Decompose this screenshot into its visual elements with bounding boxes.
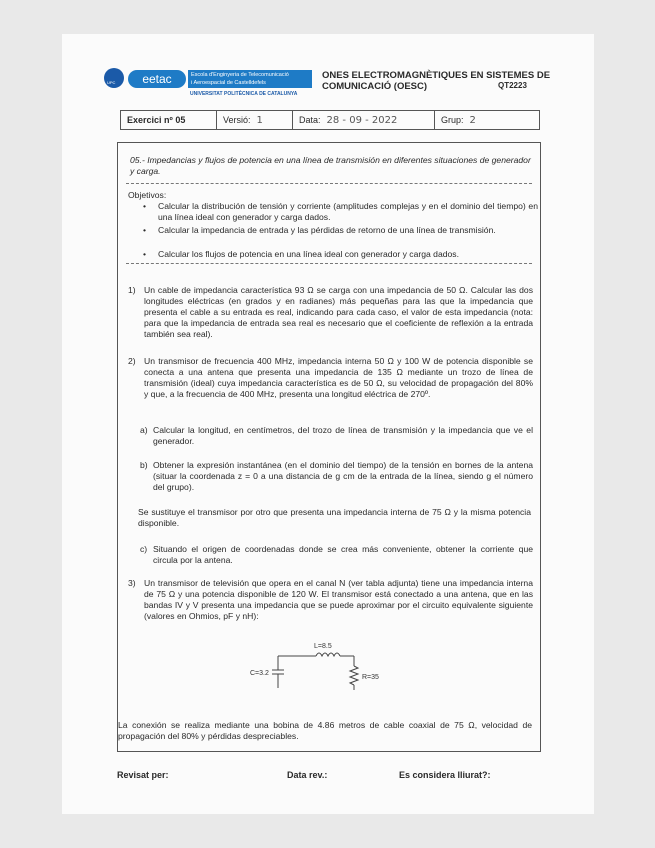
school-name-banner: Escola d'Enginyeria de Telecomunicació i Aeroespacial de Castelldefels bbox=[188, 70, 312, 88]
version-cell: Versió: 1 bbox=[217, 111, 293, 129]
question-2a: a) Calcular la longitud, en centímetros, del trozo de línea de transmisión y la impedancia que ve el generador. bbox=[140, 425, 533, 446]
equivalent-circuit bbox=[250, 634, 390, 702]
inductor-symbol bbox=[316, 653, 340, 656]
question-2: 2) Un transmisor de frecuencia 400 MHz, impedancia interna 50 Ω y 100 W de potencia disponible se conecta a una antena que presenta una impedancia de 135 Ω mediante un trozo de línea de transmisión (ideal) cuya impedancia característica es de 50 Ω, su velocidad de propagación del 80% y que, a la frecuencia de 400 MHz, presenta una longitud eléctrica de 270º. bbox=[128, 356, 533, 399]
divider bbox=[126, 183, 532, 184]
capacitor-label: C=3.2 bbox=[250, 670, 269, 677]
exercise-title: 05.- Impedancias y flujos de potencia en una línea de transmisión en diferentes situaciones de generador y carga. bbox=[130, 155, 531, 176]
term-code: QT2223 bbox=[498, 81, 527, 90]
question-3: 3) Un transmisor de televisión que opera en el canal N (ver tabla adjunta) tiene una impedancia interna de 75 Ω y una potencia disponible de 120 W. El transmisor está conectado a una antena, que en las bandas IV y V presenta una impedancia que se puede aproximar por el circuito equivalente siguiente (valores en Ohmios, pF y nH): bbox=[128, 578, 533, 621]
university-name: UNIVERSITAT POLITÈCNICA DE CATALUNYA bbox=[190, 91, 298, 97]
objectives-heading: Objetivos: bbox=[128, 190, 167, 200]
question-2-note: Se sustituye el transmisor por otro que presenta una impedancia interna de 75 Ω y la misma potencia disponible. bbox=[138, 507, 531, 528]
eetac-logo: eetac bbox=[128, 70, 186, 88]
exercise-number: Exercici nº 05 bbox=[121, 111, 217, 129]
resistor-symbol bbox=[350, 666, 358, 685]
question-2c: c) Situando el origen de coordenadas donde se crea más conveniente, obtener la corriente que circula por la antena. bbox=[140, 544, 533, 565]
objective-item: • Calcular los flujos de potencia en una línea ideal con generador y carga dados. bbox=[143, 249, 538, 260]
date-cell: Data: 28 - 09 - 2022 bbox=[293, 111, 435, 129]
reviewed-by-label: Revisat per: bbox=[117, 770, 169, 780]
question-2b: b) Obtener la expresión instantánea (en el dominio del tiempo) de la tensión en bornes de la antena (situar la coordenada z = 0 a una distancia de g cm de la entrada de la línea, siendo g el número del grupo). bbox=[140, 460, 533, 492]
question-1: 1) Un cable de impedancia característica 93 Ω se carga con una impedancia de 50 Ω. Calcular las dos longitudes eléctricas (en grados y en radianes) más pequeñas para las que la impedancia que presenta el cable a su entrada es real, indicando para cada caso, el valor de esta impedancia (nota: para que la impedancia de entrada sea real es necesario que el coeficiente de reflexión a la entrada también sea real). bbox=[128, 285, 533, 339]
exercise-info-table bbox=[120, 110, 540, 130]
group-cell: Grup: 2 bbox=[441, 114, 476, 126]
date-value: 28 - 09 - 2022 bbox=[326, 114, 398, 126]
objective-item: • Calcular la distribución de tensión y corriente (amplitudes complejas y en el dominio del tiempo) en una línea ideal con generador y carga dados. bbox=[143, 201, 538, 223]
upc-logo bbox=[104, 68, 124, 88]
inductor-label: L=8.5 bbox=[314, 643, 332, 650]
review-date-label: Data rev.: bbox=[287, 770, 328, 780]
delivered-label: Es considera lliurat?: bbox=[399, 770, 491, 780]
objective-item: • Calcular la impedancia de entrada y las pérdidas de retorno de una línea de transmisión. bbox=[143, 225, 538, 236]
version-value: 1 bbox=[256, 114, 263, 126]
divider bbox=[126, 263, 532, 264]
question-3-conclusion: La conexión se realiza mediante una bobina de 4.86 metros de cable coaxial de 75 Ω, velocidad de propagación del 80% y pérdidas despreciables. bbox=[118, 720, 532, 741]
group-value: 2 bbox=[469, 114, 476, 126]
course-title: ONES ELECTROMAGNÈTIQUES EN SISTEMES DE COMUNICACIÓ (OESC) bbox=[322, 70, 551, 92]
resistor-label: R=35 bbox=[362, 674, 379, 681]
